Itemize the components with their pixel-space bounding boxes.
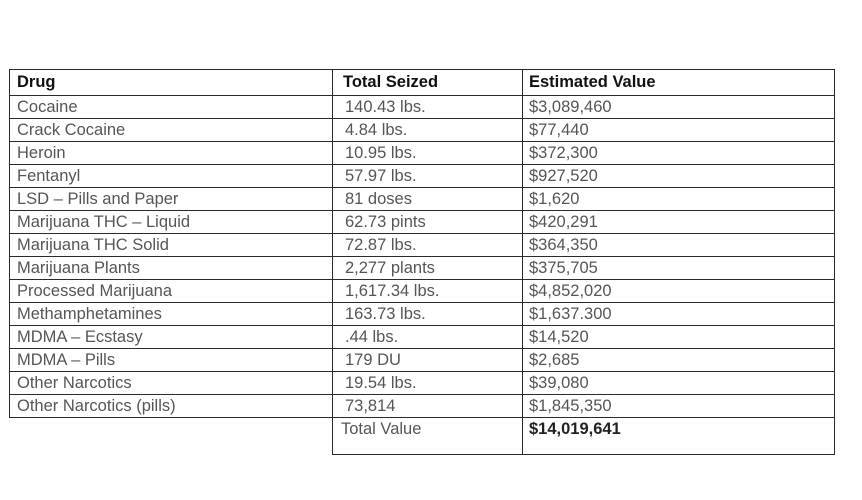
drug-cell: Cocaine bbox=[10, 96, 333, 119]
table-row bbox=[10, 280, 835, 303]
header-row bbox=[10, 70, 835, 96]
total-value-amount: $14,019,641 bbox=[523, 418, 835, 455]
drug-cell: Heroin bbox=[10, 142, 333, 165]
total-seized-cell: 2,277 plants bbox=[333, 257, 523, 280]
table-row bbox=[10, 188, 835, 211]
header-estimated-value: Estimated Value bbox=[523, 70, 835, 96]
drug-cell: Marijuana THC Solid bbox=[10, 234, 333, 257]
drug-cell: MDMA – Pills bbox=[10, 349, 333, 372]
drug-cell: Fentanyl bbox=[10, 165, 333, 188]
drug-cell: Marijuana Plants bbox=[10, 257, 333, 280]
table-row bbox=[10, 211, 835, 234]
estimated-value-cell: $1,637.300 bbox=[523, 303, 835, 326]
table-row bbox=[10, 395, 835, 418]
drug-cell: MDMA – Ecstasy bbox=[10, 326, 333, 349]
table-row bbox=[10, 119, 835, 142]
total-seized-cell: 179 DU bbox=[333, 349, 523, 372]
table-row bbox=[10, 165, 835, 188]
total-seized-cell: 72.87 lbs. bbox=[333, 234, 523, 257]
estimated-value-cell: $364,350 bbox=[523, 234, 835, 257]
table-row bbox=[10, 349, 835, 372]
estimated-value-cell: $420,291 bbox=[523, 211, 835, 234]
estimated-value-cell: $1,620 bbox=[523, 188, 835, 211]
table-row bbox=[10, 257, 835, 280]
estimated-value-cell: $39,080 bbox=[523, 372, 835, 395]
total-seized-cell: 73,814 bbox=[333, 395, 523, 418]
estimated-value-cell: $77,440 bbox=[523, 119, 835, 142]
total-seized-cell: 19.54 lbs. bbox=[333, 372, 523, 395]
table-row bbox=[10, 234, 835, 257]
estimated-value-cell: $3,089,460 bbox=[523, 96, 835, 119]
total-seized-cell: .44 lbs. bbox=[333, 326, 523, 349]
drug-cell: Other Narcotics (pills) bbox=[10, 395, 333, 418]
table-row bbox=[10, 372, 835, 395]
drug-cell: Other Narcotics bbox=[10, 372, 333, 395]
table-body bbox=[10, 96, 835, 455]
estimated-value-cell: $4,852,020 bbox=[523, 280, 835, 303]
total-row bbox=[10, 418, 835, 455]
estimated-value-cell: $372,300 bbox=[523, 142, 835, 165]
table-row bbox=[10, 303, 835, 326]
table-row bbox=[10, 326, 835, 349]
header-total-seized: Total Seized bbox=[333, 70, 523, 96]
blank-cell bbox=[10, 418, 333, 455]
estimated-value-cell: $1,845,350 bbox=[523, 395, 835, 418]
total-seized-cell: 10.95 lbs. bbox=[333, 142, 523, 165]
table-row bbox=[10, 142, 835, 165]
drug-cell: Crack Cocaine bbox=[10, 119, 333, 142]
total-seized-cell: 163.73 lbs. bbox=[333, 303, 523, 326]
estimated-value-cell: $375,705 bbox=[523, 257, 835, 280]
drug-cell: Methamphetamines bbox=[10, 303, 333, 326]
estimated-value-cell: $14,520 bbox=[523, 326, 835, 349]
total-value-label: Total Value bbox=[333, 418, 523, 455]
total-seized-cell: 81 doses bbox=[333, 188, 523, 211]
total-seized-cell: 140.43 lbs. bbox=[333, 96, 523, 119]
total-seized-cell: 62.73 pints bbox=[333, 211, 523, 234]
total-seized-cell: 1,617.34 lbs. bbox=[333, 280, 523, 303]
estimated-value-cell: $2,685 bbox=[523, 349, 835, 372]
total-seized-cell: 4.84 lbs. bbox=[333, 119, 523, 142]
drug-seizure-table bbox=[9, 69, 835, 455]
drug-cell: Processed Marijuana bbox=[10, 280, 333, 303]
header-drug: Drug bbox=[10, 70, 333, 96]
drug-cell: Marijuana THC – Liquid bbox=[10, 211, 333, 234]
total-seized-cell: 57.97 lbs. bbox=[333, 165, 523, 188]
estimated-value-cell: $927,520 bbox=[523, 165, 835, 188]
drug-cell: LSD – Pills and Paper bbox=[10, 188, 333, 211]
table-row bbox=[10, 96, 835, 119]
